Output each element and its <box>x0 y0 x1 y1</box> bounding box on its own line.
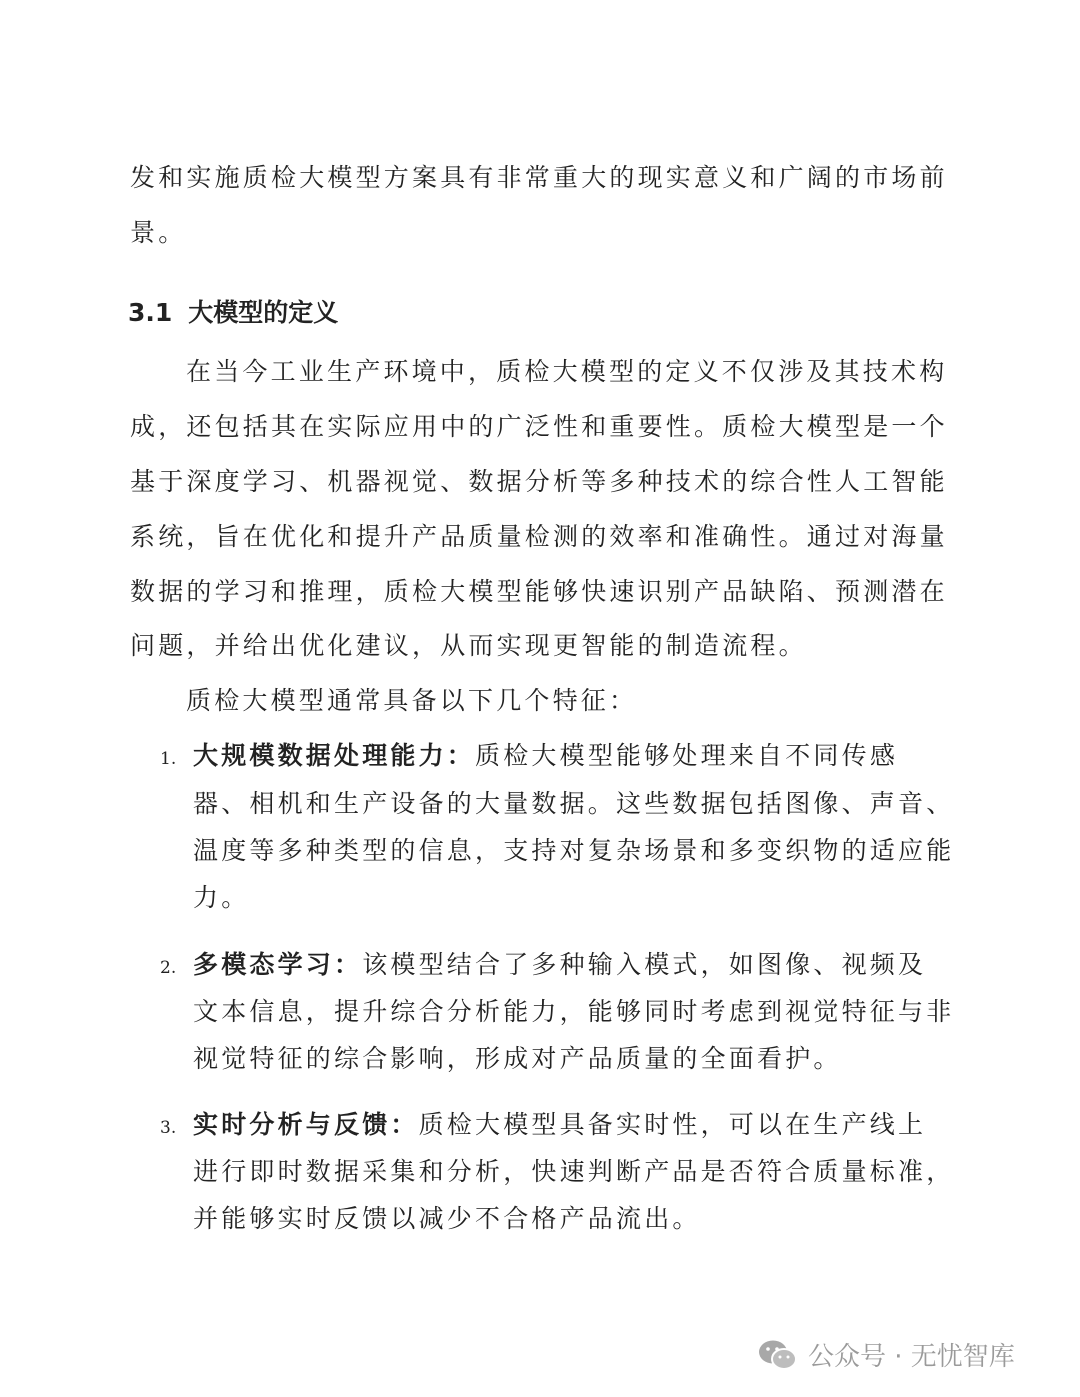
text-line: 视觉特征的综合影响，形成对产品质量的全面看护。 <box>193 1044 842 1073</box>
list-first-line <box>193 1110 926 1140</box>
text-line: 文本信息，提升综合分析能力，能够同时考虑到视觉特征与非 <box>193 997 955 1026</box>
section-heading <box>128 293 338 329</box>
text-line: 问题，并给出优化建议，从而实现更智能的制造流程。 <box>130 631 807 660</box>
text-line: 并能够实时反馈以减少不合格产品流出。 <box>193 1204 701 1233</box>
section-title: 大模型的定义 <box>188 298 339 327</box>
text-line: 系统，旨在优化和提升产品质量检测的效率和准确性。通过对海量 <box>130 522 948 551</box>
wechat-icon <box>758 1338 798 1372</box>
text-line: 力。 <box>193 883 250 912</box>
list-text: 质检大模型能够处理来自不同传感 <box>475 741 899 770</box>
features-intro: 质检大模型通常具备以下几个特征： <box>186 686 638 715</box>
list-number: 3. <box>160 1118 177 1138</box>
list-term: 实时分析与反馈： <box>193 1110 419 1139</box>
list-text: 质检大模型具备实时性，可以在生产线上 <box>418 1110 927 1139</box>
text-line: 景。 <box>130 218 187 247</box>
list-term: 大规模数据处理能力： <box>193 741 476 770</box>
text-line: 发和实施质检大模型方案具有非常重大的现实意义和广阔的市场前 <box>130 163 948 192</box>
text-line: 器、相机和生产设备的大量数据。这些数据包括图像、声音、 <box>193 789 955 818</box>
list-first-line <box>193 741 898 771</box>
text-line: 成，还包括其在实际应用中的广泛性和重要性。质检大模型是一个 <box>130 412 948 441</box>
list-first-line <box>193 950 926 980</box>
list-text: 该模型结合了多种输入模式，如图像、视频及 <box>362 950 927 979</box>
section-number: 3.1 <box>128 298 173 327</box>
text-line: 温度等多种类型的信息，支持对复杂场景和多变织物的适应能 <box>193 836 955 865</box>
list-term: 多模态学习： <box>193 950 363 979</box>
list-number: 2. <box>160 958 177 978</box>
text-line: 在当今工业生产环境中，质检大模型的定义不仅涉及其技术构 <box>186 357 948 386</box>
text-line: 进行即时数据采集和分析，快速判断产品是否符合质量标准， <box>193 1157 955 1186</box>
list-number: 1. <box>160 749 177 769</box>
watermark <box>758 1336 1015 1373</box>
text-line: 基于深度学习、机器视觉、数据分析等多种技术的综合性人工智能 <box>130 467 948 496</box>
text-line: 数据的学习和推理，质检大模型能够快速识别产品缺陷、预测潜在 <box>130 577 948 606</box>
watermark-text: 公众号 · 无忧智库 <box>808 1342 1015 1372</box>
